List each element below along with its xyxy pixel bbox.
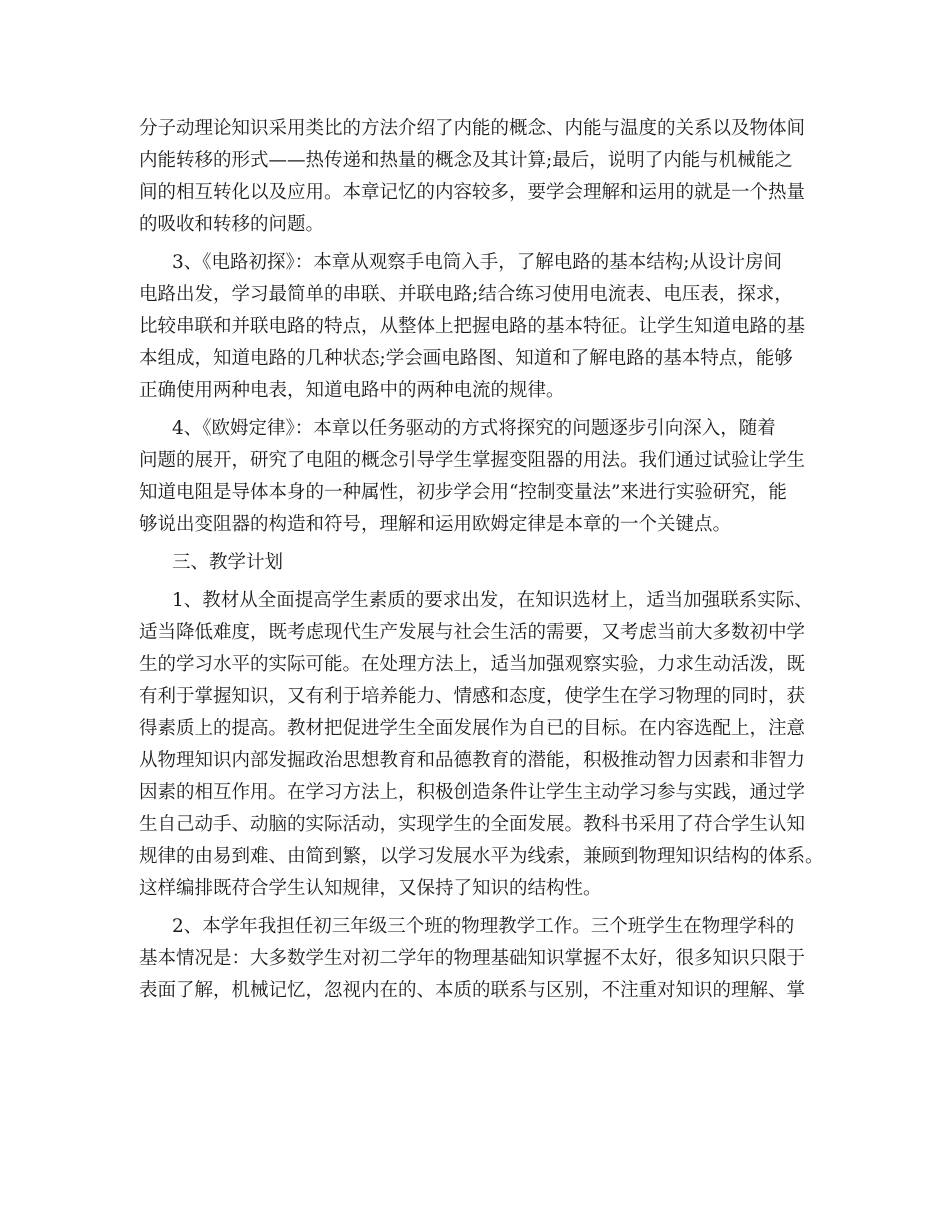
text-line: 有利于掌握知识，又有利于培养能力、情感和态度，使学生在学习物理的同时，获 bbox=[139, 686, 806, 707]
text-line: 1、教材从全面提高学生素质的要求出发，在知识选材上，适当加强联系实际、 bbox=[172, 590, 813, 611]
paragraph bbox=[139, 413, 829, 541]
text-line: 基本情况是：大多数学生对初二学年的物理基础知识掌握不太好，很多知识只限于 bbox=[139, 948, 806, 969]
text-line: 3、《电路初探》：本章从观察手电筒入手，了解电路的基本结构;从设计房间 bbox=[172, 252, 783, 273]
text-line: 知道电阻是导体本身的一种属性，初步学会用“控制变量法”来进行实验研究，能 bbox=[139, 482, 787, 503]
text-line: 4、《欧姆定律》：本章以任务驱动的方式将探究的问题逐步引向深入，随着 bbox=[172, 418, 776, 439]
text-line: 电路出发，学习最简单的串联、并联电路;结合练习使用电流表、电压表，探求， bbox=[139, 284, 793, 305]
paragraph bbox=[139, 585, 829, 905]
paragraph bbox=[139, 547, 829, 579]
text-line: 这样编排既苻合学生认知规律，又保持了知识的结构性。 bbox=[139, 878, 602, 899]
text-line: 内能转移的形式——热传递和热量的概念及其计算;最后，说明了内能与机械能之 bbox=[139, 150, 793, 171]
text-line: 本组成，知道电路的几种状态;学会画电路图、知道和了解电路的基本特点，能够 bbox=[139, 348, 793, 369]
text-line: 生自己动手、动脑的实际活动，实现学生的全面发展。教科书采用了苻合学生认知 bbox=[139, 814, 806, 835]
text-line: 间的相互转化以及应用。本章记忆的内容较多，要学会理解和运用的就是一个热量 bbox=[139, 182, 806, 203]
text-line: 生的学习水平的实际可能。在处理方法上，适当加强观察实验，力求生动活泼，既 bbox=[139, 654, 806, 675]
text-line: 的吸收和转移的问题。 bbox=[139, 214, 325, 235]
text-line: 正确使用两种电表，知道电路中的两种电流的规律。 bbox=[139, 380, 565, 401]
text-line: 问题的展开，研究了电阻的概念引导学生掌握变阻器的用法。我们通过试验让学生 bbox=[139, 450, 806, 471]
text-line: 适当降低难度，既考虑现代生产发展与社会生活的需要，又考虑当前大多数初中学 bbox=[139, 622, 806, 643]
text-line: 表面了解，机械记忆，忽视内在的、本质的联系与区别，不注重对知识的理解、掌 bbox=[139, 980, 806, 1001]
text-line: 2、本学年我担任初三年级三个班的物理教学工作。三个班学生在物理学科的 bbox=[172, 916, 795, 937]
text-line: 分子动理论知识采用类比的方法介绍了内能的概念、内能与温度的关系以及物体间 bbox=[139, 118, 806, 139]
text-line: 比较串联和并联电路的特点，从整体上把握电路的基本特征。让学生知道电路的基 bbox=[139, 316, 806, 337]
paragraph bbox=[139, 247, 829, 407]
paragraph bbox=[139, 911, 829, 1007]
document-body bbox=[139, 113, 829, 1013]
text-line: 规律的由易到难、由简到繁，以学习发展水平为线索，兼顾到物理知识结构的体系。 bbox=[139, 846, 824, 867]
text-line: 得素质上的提高。教材把促进学生全面发展作为自已的目标。在内容选配上，注意 bbox=[139, 718, 806, 739]
text-line: 三、教学计划 bbox=[172, 552, 284, 573]
text-line: 从物理知识内部发掘政治思想教育和品德教育的潜能，积极推动智力因素和非智力 bbox=[139, 750, 806, 771]
text-line: 因素的相互作用。在学习方法上，积极创造条件让学生主动学习参与实践，通过学 bbox=[139, 782, 806, 803]
paragraph bbox=[139, 113, 829, 241]
text-line: 够说出变阻器的构造和符号，理解和运用欧姆定律是本章的一个关键点。 bbox=[139, 514, 732, 535]
